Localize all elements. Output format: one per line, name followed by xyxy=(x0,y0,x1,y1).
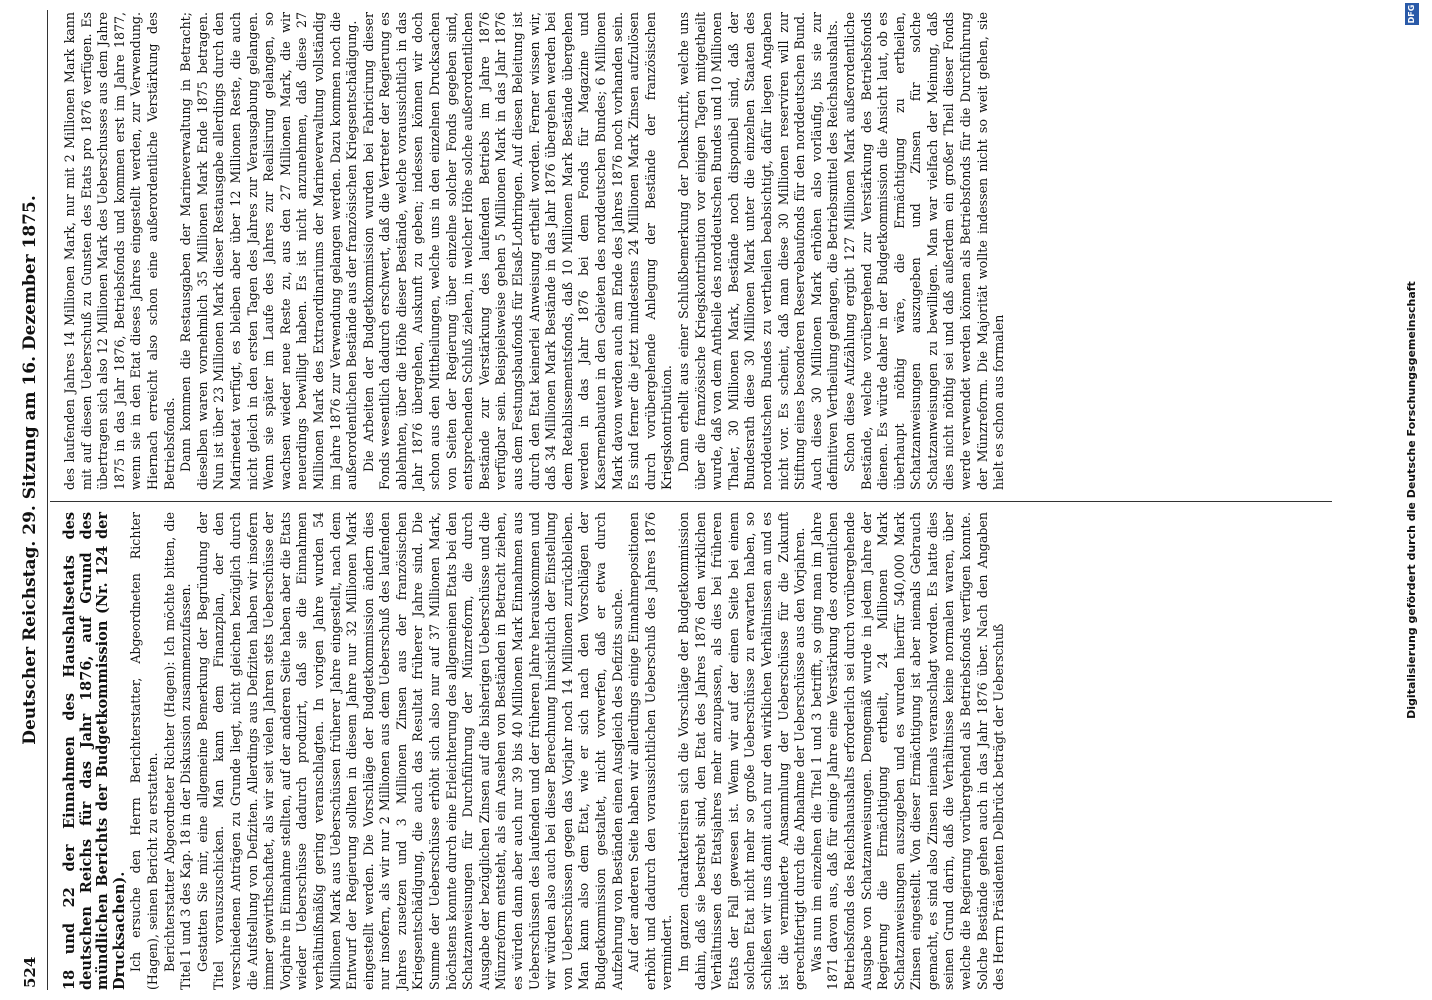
paragraph: Im ganzen charakterisiren sich die Vorschläge der Budgetkommission dahin, daß sie bestrebt sind, den Etat des Jahres 1876 den wirklichen Verhältnissen des Etatsjahres mehr anzupassen, als dies bei früheren Etats der Fall gewesen ist. Wenn wir auf der einen Seite bei einem solchen Etat nicht mehr so große Ueberschüsse zu erwarten haben, so schließen wir uns damit auch nur den wirklichen Verhältnissen an und es ist die verminderte Ansammlung der Ueberschüsse für die Zukunft gerechtfertigt durch die Abnahme der Ueberschüsse aus den Vorjahren. xyxy=(675,512,808,990)
paragraph: Auf der anderen Seite haben wir allerdings einige Einnahmepositionen erhöht und dadurch den voraussichtlichen Ueberschuß des Jahres 1876 vermindert. xyxy=(626,512,675,990)
page-header xyxy=(18,12,42,988)
page-number: 524 xyxy=(21,956,39,988)
right-column xyxy=(62,12,1008,490)
paragraph: des laufenden Jahres 14 Millionen Mark, nur mit 2 Millionen Mark kann mit auf diesen Ueberschuß zu Gunsten des Etats pro 1876 verfügen. Es übertragen sich also 12 Millionen Mark des Ueberschusses aus dem Jahre 1875 in das Jahr 1876, Betriebsfonds und kommen erst im Jahre 1877, wenn sie in den Etat dieses Jahres eingestellt werden, zur Verwendung. Hiernach erreicht also schon eine außerordentliche Verstärkung des Betriebsfonds. xyxy=(62,12,177,490)
left-column xyxy=(62,512,1008,990)
paragraph: Schon diese Aufzählung ergibt 127 Millionen Mark außerordentliche Bestände, welche vorübergehend zur Verstärkung des Betriebsfonds dienen. Es würde daher in der Budgetkommission die Ansicht laut, ob es überhaupt nöthig wäre, die Ermächtigung zu ertheilen, Schatzanweisungen auszugeben und Zinsen für solche Schatzanweisungen zu bewilligen. Man war vielfach der Meinung, daß dies nicht nöthig sei und daß außerdem ein großer Theil dieser Fonds werde verwendet werden können als Betriebsfonds für die Durchführung der Münzreform. Die Majorität wollte indessen nicht so weit gehen, sie hielt es schon aus formalen xyxy=(841,12,1007,490)
page-title: Deutscher Reichstag. 29. Sitzung am 16. Dezember 1875. xyxy=(20,195,40,745)
paragraph: Dann kommen die Restausgaben der Marineverwaltung in Betracht; dieselben waren vornehmlich 35 Millionen Mark Ende 1875 betragen. Nun ist über 23 Millionen Mark dieser Restausgabe allerdings durch den Marineetat verfügt, es bleiben aber über 12 Millionen Reste, die auch nicht gleich in den ersten Tagen des Jahres zur Verausgabung gelangen. Wenn sie später im Laufe des Jahres zur Realisirung gelangen, so wachsen wieder neue Reste zu, aus den 27 Millionen Mark, die wir neuerdings bewilligt haben. Es ist nicht anzunehmen, daß diese 27 Millionen Mark des Extraordinariums der Marineverwaltung vollständig im Jahre 1876 zur Verwendung gelangen werden. Dazu kommen noch die außerordentlichen Bestände aus der französischen Kriegsentschädigung. xyxy=(178,12,360,490)
agenda-heading: 18 und 22 der Einnahmen des Haushaltsetats des deutschen Reichs für das Jahr 1876, auf Grund des mündlichen Berichts der Budgetkommission (Nr. 124 der Drucksachen). xyxy=(61,512,128,990)
paragraph: Gestatten Sie mir, eine allgemeine Bemerkung der Begründung der Titel vorauszuschicken. Man kann dem Finanzplan, der den verschiedenen Anträgen zu Grunde liegt, nicht gleichen bezüglich durch die Aufstellung von Defiziten. Allerdings aus Defiziten haben wir insofern immer gewirthschaftet, als wir seit vielen Jahren stets Ueberschüsse der Vorjahre in Einnahme stellten, auf der anderen Seite haben aber die Etats wieder Ueberschüsse dadurch produzirt, daß sie die Einnahmen verhältnißmäßig gering veranschlagten. In vorigen Jahre wurden 54 Millionen Mark aus Ueberschüssen früherer Jahre eingestellt, nach dem Entwurf der Regierung sollten in diesem Jahre nur 32 Millionen Mark eingestellt werden. Die Vorschläge der Budgetkommission ändern dies nur insofern, als wir nur 2 Millionen aus dem Ueberschuß des laufenden Jahres zusetzen und 3 Millionen Zinsen aus der französischen Kriegsentschädigung, die auch das Resultat früherer Jahre sind. Die Summe der Ueberschüsse erhöht sich also nur auf 37 Millionen Mark, höchstens konnte durch eine Erleichterung des allgemeinen Etats bei den Schatzanweisungen für Durchführung der Münzreform, die durch Ausgabe der bezüglichen Zinsen auf die bisherigen Ueberschüsse und die Münzreform entsteht, als ein Ansehen von Beständen in Betracht ziehen, es würden dann aber auch nur 39 bis 40 Millionen Mark Einnahmen aus Ueberschüssen des laufenden und der früheren Jahre herauskommen und wir würden also auch bei dieser Berechnung hinsichtlich der Einstellung von Ueberschüssen gegen das Vorjahr noch 14 Millionen zurückbleiben. Man kann also dem Etat, wie er sich nach den Vorschlägen der Budgetkommission gestaltet, nicht vorwerfen, daß er etwa durch Aufzehrung von Beständen einen Ausgleich des Defizits suche. xyxy=(194,512,625,990)
paragraph: Ich ersuche den Herrn Berichterstatter, Abgeordneten Richter (Hagen), seinen Bericht zu erstatten. xyxy=(128,512,160,990)
paragraph: Was nun im einzelnen die Titel 1 und 3 betrifft, so ging man im Jahre 1871 davon aus, daß für einige Jahre eine Verstärkung des ordentlichen Betriebsfonds des Reichshaushalts erforderlich sei durch vorübergehende Ausgabe von Schatzanweisungen. Demgemäß wurde in jedem Jahre der Regierung die Ermächtigung ertheilt, 24 Millionen Mark Schatzanweisungen auszugeben und es wurden hierfür 540,000 Mark Zinsen eingestellt. Von dieser Ermächtigung ist aber niemals Gebrauch gemacht, es sind also Zinsen niemals veranschlagt worden. Es hatte dies seinen Grund darin, daß die Verhältnisse keine normalen waren, über welche die Regierung vorübergehend als Betriebsfonds verfügen konnte. Solche Bestände gehen auch in das Jahr 1876 über. Nach den Angaben des Herrn Präsidenten Delbrück beträgt der Ueberschuß xyxy=(808,512,1007,990)
paragraph: Berichterstatter Abgeordneter Richter (Hagen): Ich möchte bitten, die Titel 1 und 3 des Kap. 18 in der Diskussion zusammenzufassen. xyxy=(161,512,194,990)
header-rule xyxy=(47,10,48,990)
paragraph: Die Arbeiten der Budgetkommission wurden bei Fabricirung dieser Fonds wesentlich dadurch erschwert, daß die Vertreter der Regierung es ablehnten, über die Höhe dieser Bestände, welche voraussichtlich in das Jahr 1876 übergehen, Auskunft zu geben; indessen können wir doch schon aus den Mittheilungen, welche uns in den einzelnen Drucksachen von Seiten der Regierung über einzelne solcher Fonds gegeben sind, entsprechenden Schluß ziehen, in welcher Höhe solche außerordentlichen Bestände zur Verstärkung des laufenden Betriebs im Jahre 1876 verfügbar sein. Beispielsweise gehen 5 Millionen Mark in das Jahr 1876 aus dem Festungsbaufonds für Elsaß-Lothringen. Auf diesen Beleitung ist durch den Etat keinerlei Anweisung ertheilt worden. Ferner wissen wir, daß 34 Millionen Mark Bestände in das Jahr 1876 übergehen werden bei dem Retablissementsfonds, daß 10 Millionen Mark Bestände übergehen werden in das Jahr 1876 bei dem Fonds für Magazine und Kasernenbauten in den Gebieten des norddeutschen Bundes; 6 Millionen Mark davon werden auch am Ende des Jahres 1876 noch vorhanden sein. Es sind ferner die jetzt mindestens 24 Millionen Mark Zinsen aufzulösen durch vorübergehende Anlegung der Bestände der französischen Kriegskontribution. xyxy=(360,12,675,490)
paragraph: Dann erhellt aus einer Schlußbemerkung der Denkschrift, welche uns über die französische Kriegskontribution vor einigen Tagen mitgetheilt wurde, daß von dem Antheile des norddeutschen Bundes und 10 Millionen Thaler, 30 Millionen Mark, Bestände noch disponibel sind, daß der Bundesrath diese 30 Millionen Mark unter die einzelnen Staaten des norddeutschen Bundes zu vertheilen beabsichtigt, dafür liegen Angaben nicht vor. Es scheint, daß man diese 30 Millionen reserviren will zur Stiftung eines besonderen Reservebaufonds für den norddeutschen Bund. Auch diese 30 Millionen Mark erhöhen also vorläufig, bis sie zur definitiven Vertheilung gelangen, die Betriebsmittel des Reichshaushalts. xyxy=(675,12,841,490)
dfg-logo: DFG xyxy=(1405,3,1419,25)
column-divider xyxy=(50,501,1332,502)
digitization-credit: Digitalisierung gefördert durch die Deutsche Forschungsgemeinschaft xyxy=(1405,281,1418,719)
